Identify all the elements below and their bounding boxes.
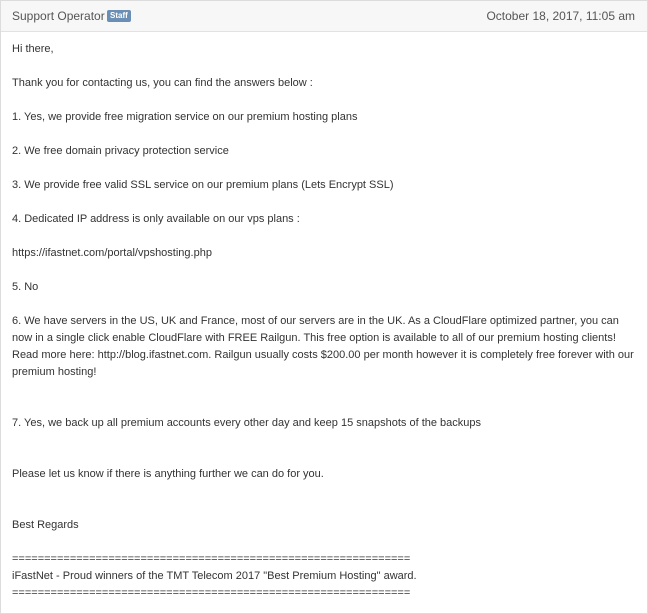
answer-item-6: 6. We have servers in the US, UK and France, most of our servers are in the UK. As a CloudFlare optimized partner, you can now in a single click enable CloudFlare with FREE Railgun. This free option is available to all of our premium hosting clients! Read more here: http://blog.ifastnet.com. Railgun usually costs $200.00 per month however it is completely free forever with our premium hosting! [12,315,634,378]
answer-item-5: 5. No [12,281,39,293]
answer-item-3: 3. We provide free valid SSL service on our premium plans (Lets Encrypt SSL) [12,179,394,191]
answer-item-7: 7. Yes, we back up all premium accounts every other day and keep 15 snapshots of the backups [12,417,482,429]
reply-header [1,1,647,32]
staff-badge: Staff [107,10,131,22]
signature-separator-bottom: ============================================================== [12,587,411,599]
answer-item-2: 2. We free domain privacy protection service [12,145,229,157]
regards-text: Best Regards [12,519,79,531]
reply-author: Support Operator [12,9,105,23]
intro-text: Thank you for contacting us, you can find the answers below : [12,77,313,89]
reply-date: October 18, 2017, 11:05 am [486,9,635,23]
vps-hosting-url: https://ifastnet.com/portal/vpshosting.php [12,247,212,259]
closing-text: Please let us know if there is anything further we can do for you. [12,468,324,480]
greeting-text: Hi there, [12,43,54,55]
signature-text: iFastNet - Proud winners of the TMT Telecom 2017 "Best Premium Hosting" award. [12,570,417,582]
signature-separator-top: ============================================================== [12,553,411,565]
answer-item-4: 4. Dedicated IP address is only available on our vps plans : [12,213,300,225]
answer-item-1: 1. Yes, we provide free migration service on our premium hosting plans [12,111,358,123]
